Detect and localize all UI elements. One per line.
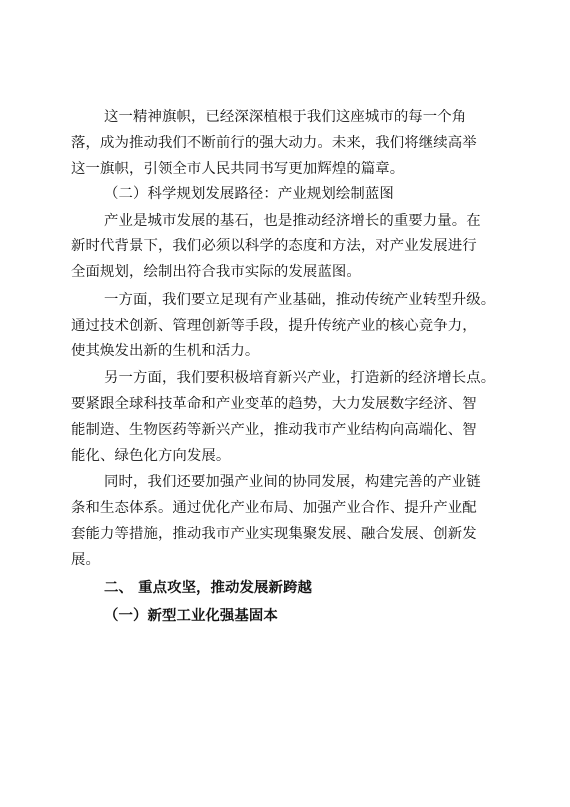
paragraph-2-line-1: 产业是城市发展的基石，也是推动经济增长的重要力量。在 — [104, 213, 481, 229]
paragraph-3-line-2: 通过技术创新、管理创新等手段，提升传统产业的核心竞争力， — [71, 318, 477, 334]
paragraph-4-line-3: 能制造、生物医药等新兴产业，推动我市产业结构向高端化、智 — [71, 422, 477, 438]
section-heading-two: 二、 重点攻坚，推动发展新跨越 — [104, 580, 312, 596]
paragraph-5-line-2: 条和生态体系。通过优化产业布局、加强产业合作、提升产业配 — [71, 500, 477, 516]
paragraph-2-line-3: 全面规划，绘制出符合我市实际的发展蓝图。 — [71, 264, 361, 280]
paragraph-4-line-4: 能化、绿色化方向发展。 — [71, 448, 231, 464]
paragraph-5-line-1: 同时，我们还要加强产业间的协同发展，构建完善的产业链 — [104, 474, 481, 490]
section-heading-2: （二）科学规划发展路径：产业规划绘制蓝图 — [104, 186, 394, 202]
paragraph-1-line-1: 这一精神旗帜，已经深深植根于我们这座城市的每一个角 — [104, 109, 467, 125]
paragraph-5-line-4: 展。 — [71, 552, 100, 568]
paragraph-4-line-2: 要紧跟全球科技革命和产业变革的趋势，大力发展数字经济、智 — [71, 396, 477, 412]
paragraph-1-line-2: 落，成为推动我们不断前行的强大动力。未来，我们将继续高举 — [71, 135, 477, 151]
paragraph-2-line-2: 新时代背景下，我们必须以科学的态度和方法，对产业发展进行 — [71, 238, 477, 254]
paragraph-5-line-3: 套能力等措施，推动我市产业实现集聚发展、融合发展、创新发 — [71, 526, 477, 542]
paragraph-1-line-3: 这一旗帜，引领全市人民共同书写更加辉煌的篇章。 — [71, 161, 405, 177]
subsection-heading-1: （一）新型工业化强基固本 — [104, 608, 278, 624]
paragraph-3-line-1: 一方面，我们要立足现有产业基础，推动传统产业转型升级。 — [104, 292, 496, 308]
paragraph-3-line-3: 使其焕发出新的生机和活力。 — [71, 343, 260, 359]
paragraph-4-line-1: 另一方面，我们要积极培育新兴产业，打造新的经济增长点。 — [104, 370, 496, 386]
